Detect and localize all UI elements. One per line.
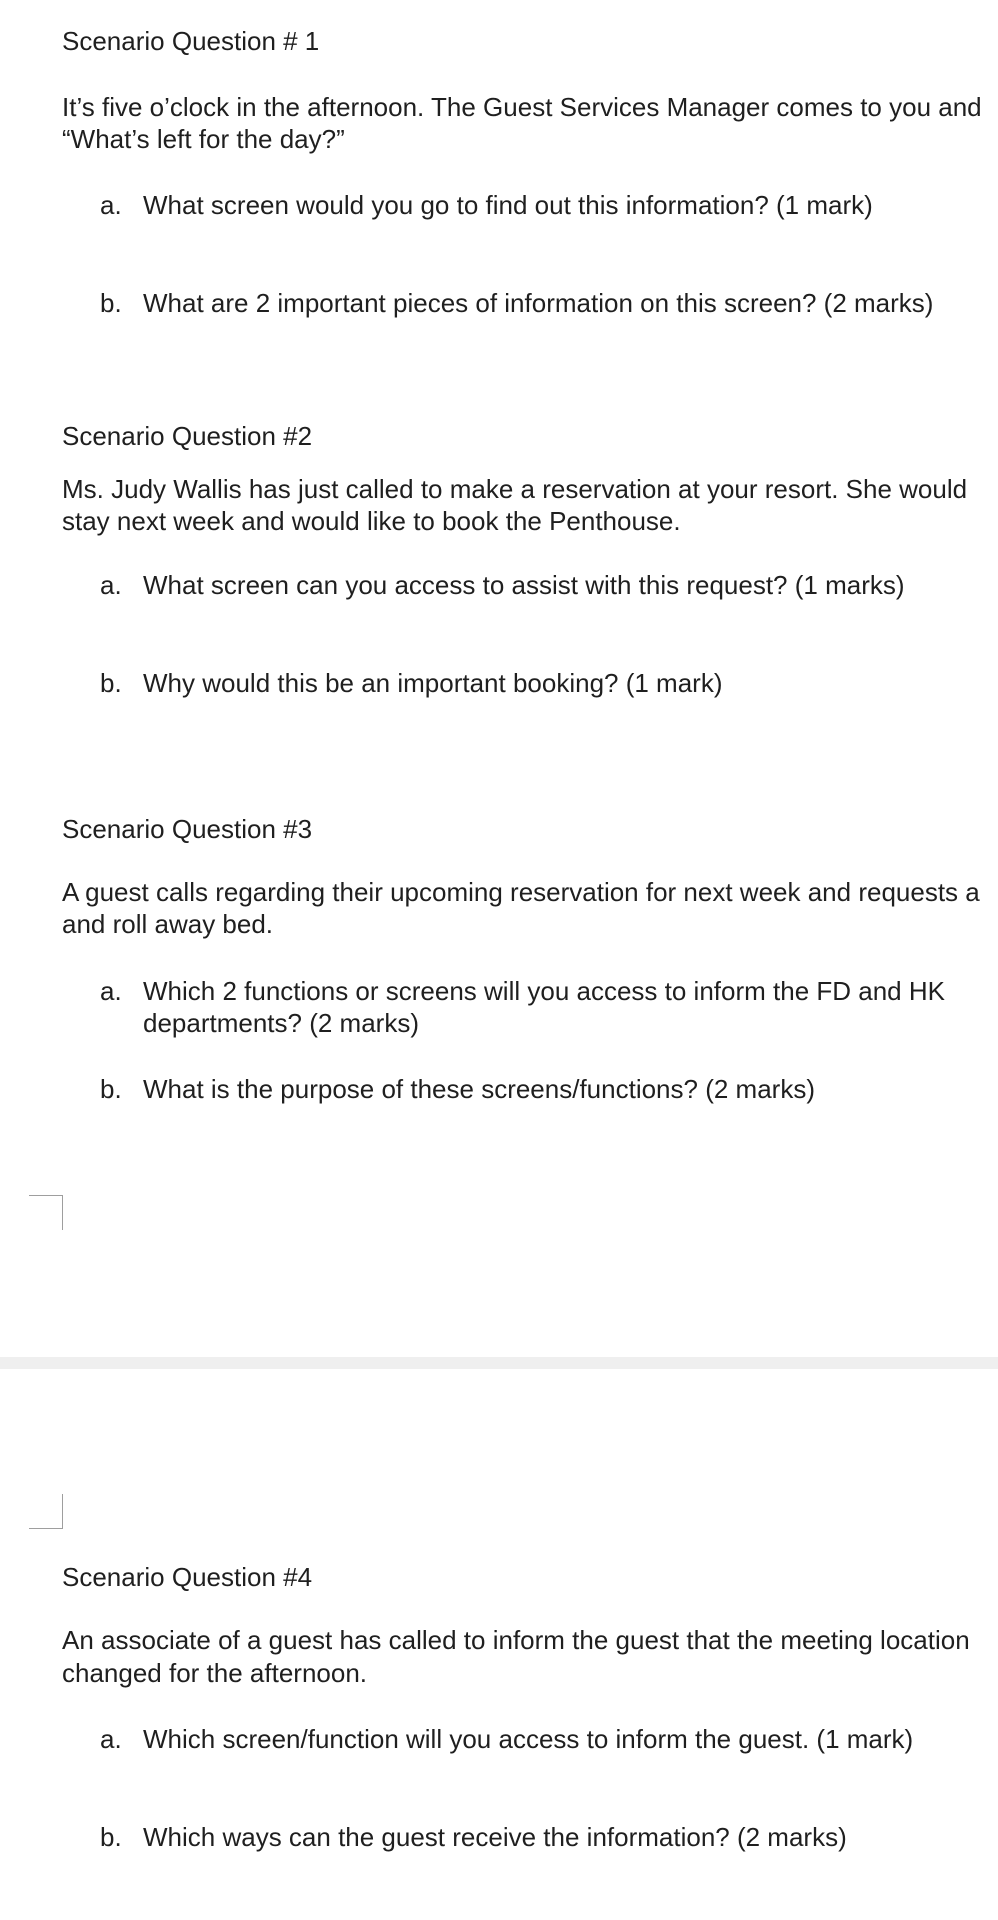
q4-item-b [100, 1821, 847, 1853]
q4-text-line-1: An associate of a guest has called to inform the guest that the meeting location [62, 1625, 970, 1655]
q1-item-a-text: What screen would you go to find out this information? (1 mark) [143, 190, 873, 220]
q3-heading: Scenario Question #3 [62, 814, 313, 844]
q3-text-line-2: and roll away bed. [62, 909, 274, 939]
list-marker: b. [100, 1822, 122, 1852]
q1-heading: Scenario Question # 1 [62, 26, 320, 56]
q2-text-line-1: Ms. Judy Wallis has just called to make a reservation at your resort. She would [62, 474, 968, 504]
q4-item-a [100, 1723, 914, 1755]
q3-item-b-text: What is the purpose of these screens/functions? (2 marks) [143, 1074, 815, 1104]
page-corner-marker-bottom [29, 1195, 63, 1230]
q3-item-a [100, 975, 945, 1007]
q1-text-line-2: “What’s left for the day?” [62, 124, 345, 154]
q4-heading: Scenario Question #4 [62, 1562, 313, 1592]
list-marker: b. [100, 288, 122, 318]
q1-item-b-text: What are 2 important pieces of information on this screen? (2 marks) [143, 288, 934, 318]
q2-text-line-2: stay next week and would like to book the Penthouse. [62, 506, 681, 536]
list-marker: a. [100, 1724, 122, 1754]
q2-item-b [100, 667, 723, 699]
q1-text-line-1: It’s five o’clock in the afternoon. The Guest Services Manager comes to you and [62, 92, 982, 122]
q4-text-line-2: changed for the afternoon. [62, 1658, 368, 1688]
q2-item-a-text: What screen can you access to assist with this request? (1 marks) [143, 570, 905, 600]
list-marker: b. [100, 668, 122, 698]
q1-item-a [100, 189, 873, 221]
q1-item-b [100, 287, 934, 319]
q3-item-a-continued [100, 1007, 419, 1039]
q4-item-b-text: Which ways can the guest receive the information? (2 marks) [143, 1822, 847, 1852]
q2-item-b-text: Why would this be an important booking? (1 mark) [143, 668, 723, 698]
list-marker: a. [100, 976, 122, 1006]
page-corner-marker-top [29, 1494, 63, 1529]
q3-item-b [100, 1073, 815, 1105]
list-marker: a. [100, 190, 122, 220]
page-break-gap [0, 1357, 998, 1369]
q3-item-a-text-line-2: departments? (2 marks) [143, 1008, 419, 1038]
q4-item-a-text: Which screen/function will you access to inform the guest. (1 mark) [143, 1724, 914, 1754]
list-marker: b. [100, 1074, 122, 1104]
q2-heading: Scenario Question #2 [62, 421, 313, 451]
q3-item-a-text-line-1: Which 2 functions or screens will you access to inform the FD and HK [143, 976, 945, 1006]
list-marker: a. [100, 570, 122, 600]
q3-text-line-1: A guest calls regarding their upcoming reservation for next week and requests a [62, 877, 980, 907]
q2-item-a [100, 569, 905, 601]
